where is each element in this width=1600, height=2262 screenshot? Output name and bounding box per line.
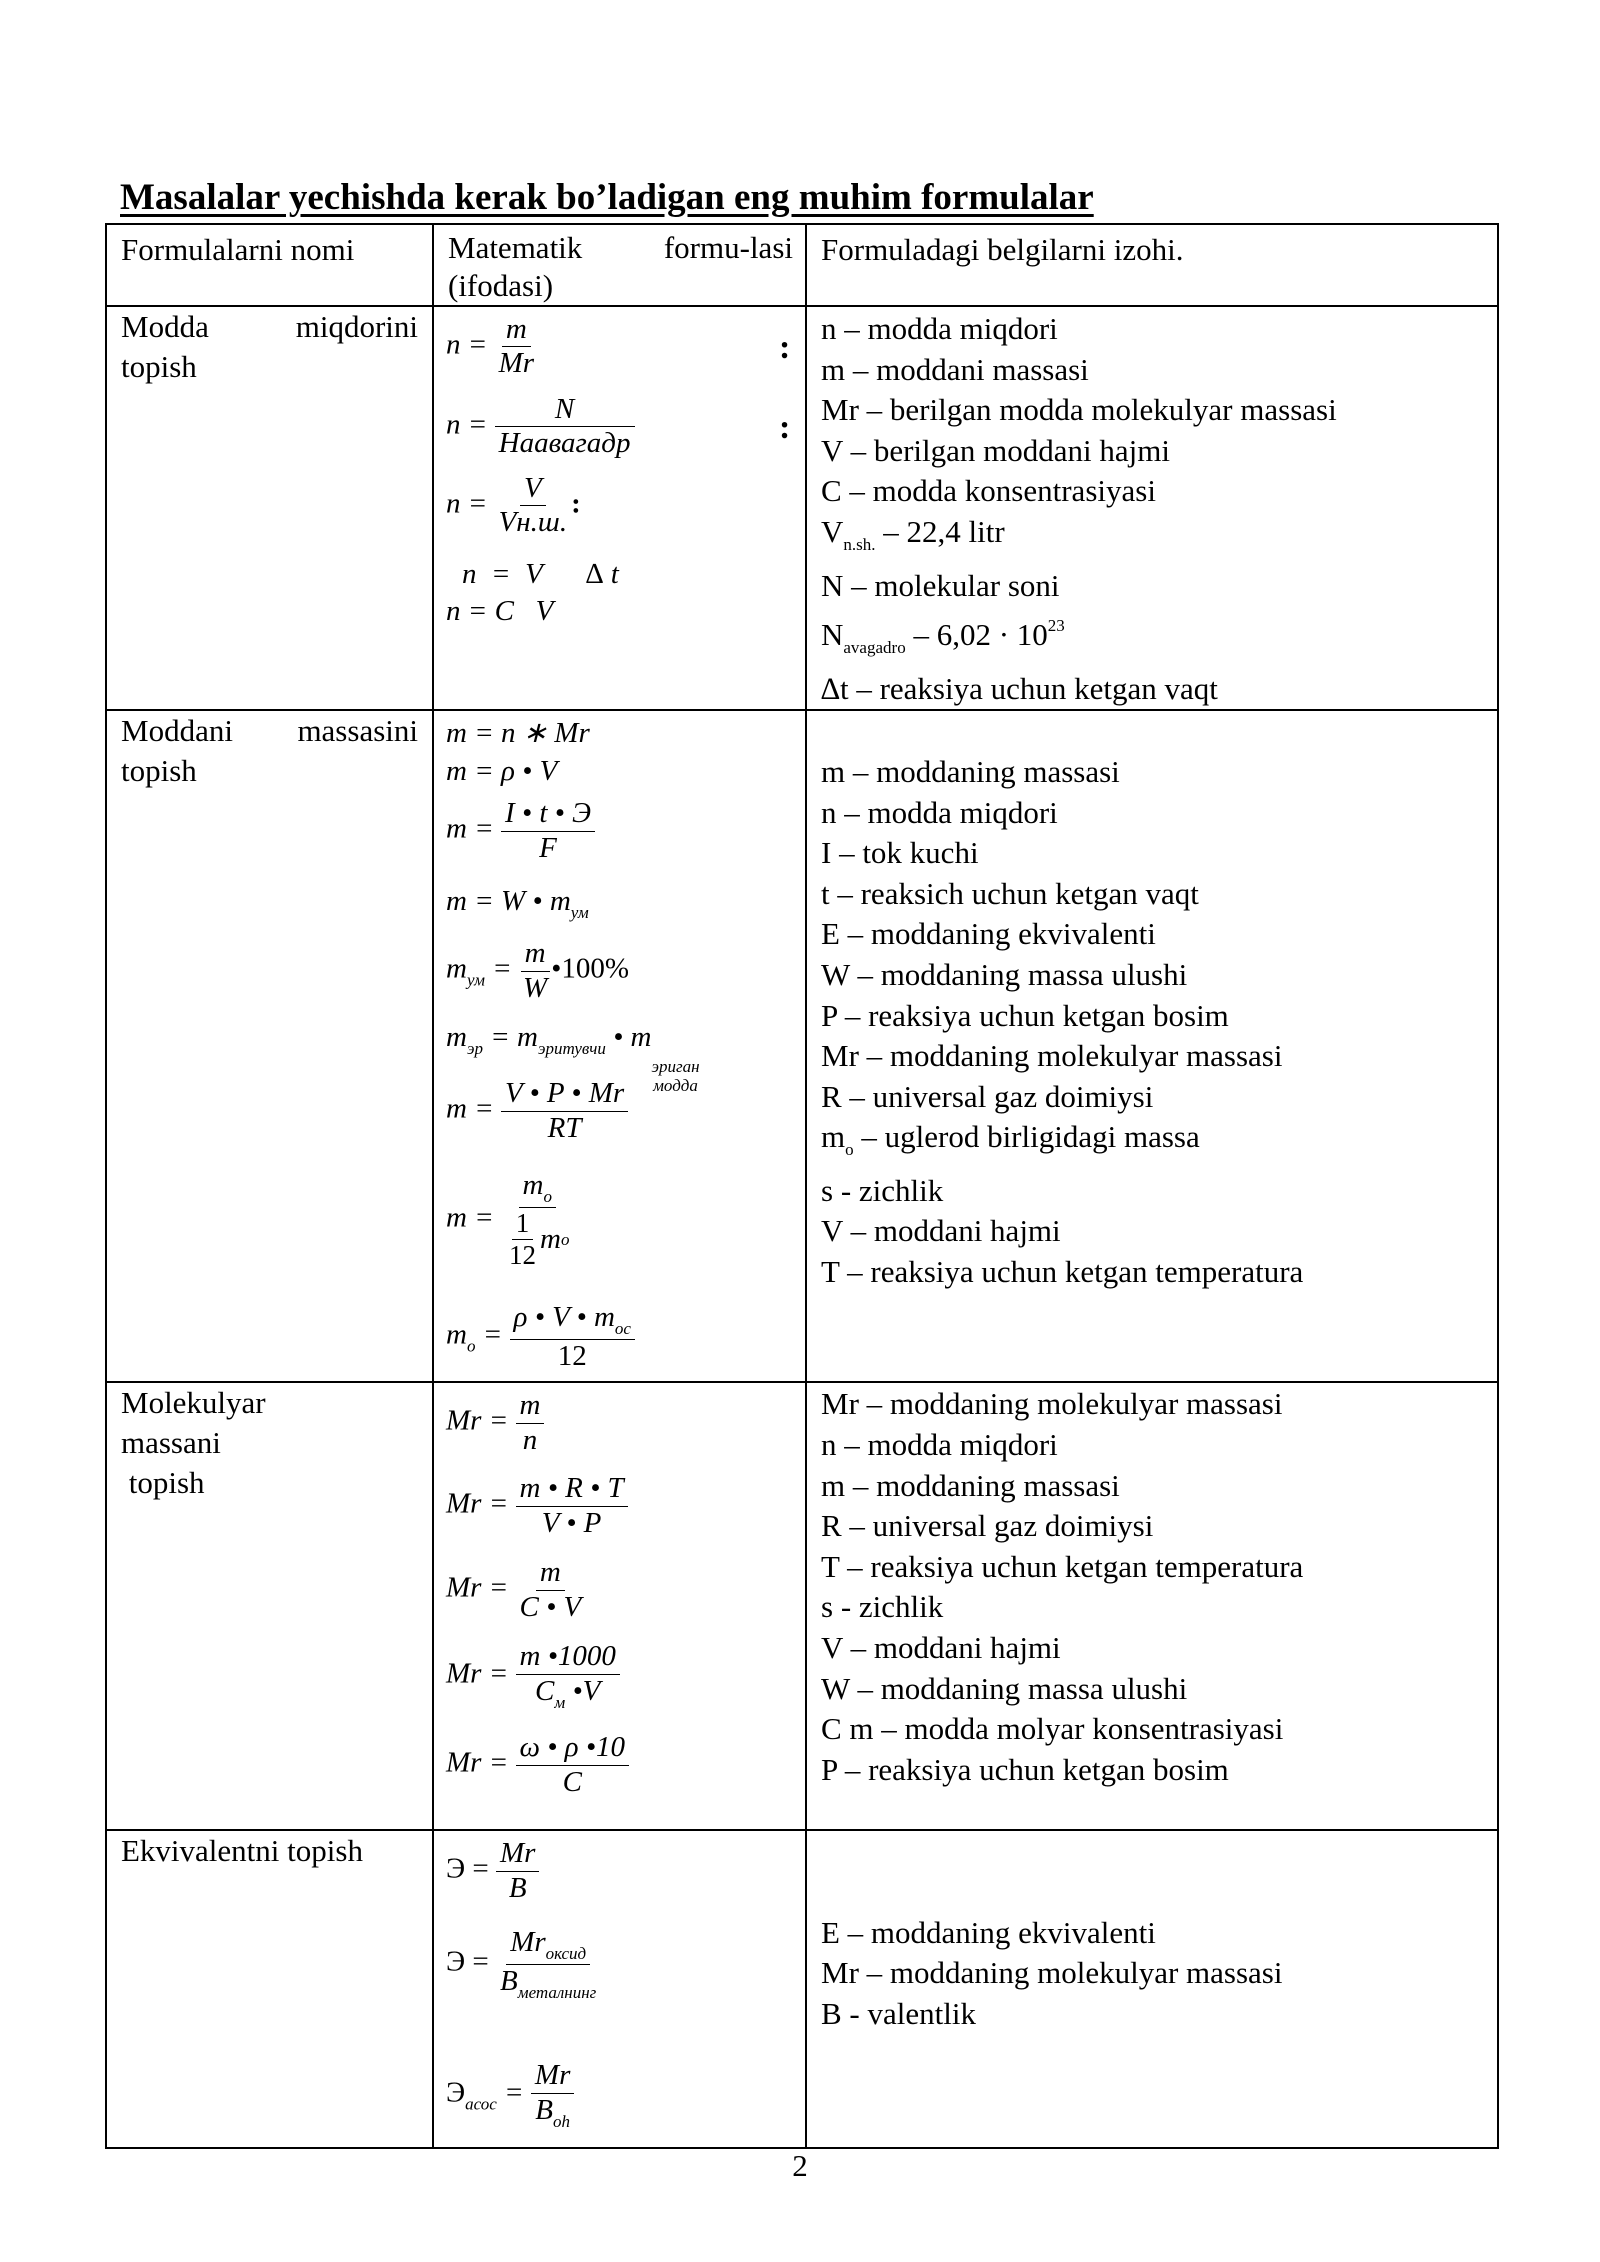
numerator: V [520, 472, 546, 506]
superscript: 23 [1047, 616, 1065, 636]
desc-line: P – reaksiya uchun ketgan bosim [821, 1751, 1229, 1787]
formula [446, 393, 635, 461]
row-name [107, 1831, 432, 1871]
formula [446, 887, 589, 921]
numerator: I • t • Э [501, 797, 595, 831]
desc-line: m – moddaning massasi [821, 753, 1120, 789]
numerator: 1 [512, 1208, 534, 1240]
equals: = [504, 2076, 524, 2109]
formula-lhs: m = [446, 1201, 494, 1234]
subscript: o [845, 1140, 854, 1160]
fraction [495, 472, 572, 540]
formula-text: Э [446, 2076, 466, 2109]
row-name-line: massani [121, 1425, 221, 1461]
denominator: B [508, 1871, 527, 1904]
formula [446, 1077, 628, 1145]
desc-line: s - zichlik [821, 1589, 944, 1625]
desc-text: m [821, 1119, 846, 1155]
formula-lhs: Mr = [446, 1571, 509, 1604]
desc-line: V – berilgan moddani hajmi [821, 432, 1170, 468]
fraction [516, 1389, 545, 1457]
table-row [106, 710, 1498, 1382]
formula-lhs: n = [446, 328, 488, 361]
desc-text: – 6,02 · 10 [905, 617, 1048, 653]
desc-line [821, 512, 1497, 566]
formula-lhs: m = [446, 812, 494, 845]
row-name-line: Ekvivalentni topish [121, 1833, 363, 1869]
table-row [106, 1382, 1498, 1830]
desc-cell [806, 1830, 1498, 2148]
desc-line: T – reaksiya uchun ketgan temperatura [821, 1254, 1304, 1290]
row-name-word: Modda [121, 309, 209, 344]
desc-line: n – modda miqdori [821, 794, 1058, 830]
formula-lhs: n = [446, 408, 488, 441]
desc-line: Mr – moddaning molekulyar massasi [821, 1038, 1283, 1074]
formula [446, 313, 538, 381]
formula [446, 1169, 573, 1271]
subscript: металнинг [517, 1982, 597, 2002]
fraction [510, 1301, 635, 1373]
header-desc: Formuladagi belgilarni izohi. [821, 232, 1184, 267]
desc-line: m – moddaning massasi [821, 1467, 1120, 1503]
subscript: эриган [651, 1057, 700, 1077]
formula [446, 1556, 585, 1624]
denominator: C • V [519, 1590, 582, 1623]
formula [446, 1389, 544, 1457]
colon: : [779, 409, 791, 446]
numerator: Mr [531, 2059, 574, 2093]
desc-line: W – moddaning massa ulushi [821, 956, 1188, 992]
row-name-line: topish [121, 349, 197, 384]
formula-cell [433, 710, 806, 1382]
desc-line: R – universal gaz doimiysi [821, 1508, 1154, 1544]
desc-text: N [821, 617, 844, 653]
desc-text: – uglerod birligidagi massa [853, 1119, 1200, 1155]
desc-line: T – reaksiya uchun ketgan temperatura [821, 1548, 1304, 1584]
formula-lhs: n = [446, 487, 488, 520]
page-number: 2 [792, 2148, 808, 2183]
equals: = [492, 952, 512, 985]
numerator: m [521, 937, 550, 971]
formula [446, 472, 581, 540]
denominator: RT [547, 1111, 582, 1144]
subscript: м [554, 1692, 566, 1712]
numerator: V • P • Mr [501, 1077, 628, 1111]
row-name-word: miqdorini [295, 309, 418, 344]
header-math-line2: (ifodasi) [448, 268, 554, 303]
formula-text: m [446, 952, 467, 985]
desc-list [807, 307, 1497, 709]
desc-cell [806, 1382, 1498, 1830]
header-math-word2: formu-lasi [663, 230, 793, 265]
colon: : [571, 487, 581, 520]
desc-line: B - valentlik [821, 1995, 976, 2031]
denominator: F [539, 831, 557, 864]
numerator: ρ • V • m [513, 1301, 615, 1334]
desc-line: Mr – moddaning molekulyar massasi [821, 1386, 1283, 1422]
subscript: модда [653, 1076, 698, 1096]
formula [446, 1731, 629, 1799]
formula [446, 797, 595, 865]
header-name: Formulalarni nomi [121, 232, 355, 267]
desc-line: N – molekular soni [821, 567, 1060, 603]
header-math [434, 225, 805, 305]
desc-line: t – reaksich uchun ketgan vaqt [821, 875, 1199, 911]
row-name-line: topish [121, 1465, 205, 1501]
denominator: 12 [509, 1239, 537, 1270]
fraction [496, 1837, 539, 1905]
desc-list [807, 711, 1497, 1292]
denominator: W [523, 971, 548, 1004]
desc-line: V – moddani hajmi [821, 1213, 1061, 1249]
formula-text: m [446, 1021, 467, 1054]
subscript: асос [465, 2094, 497, 2114]
header-math-word1: Matematik [448, 230, 583, 265]
numerator: Mr [510, 1926, 546, 1959]
formula-lhs: Mr = [446, 1657, 509, 1690]
subscript: oc [614, 1319, 631, 1339]
numerator: m [536, 1556, 565, 1590]
fraction [531, 2059, 574, 2131]
subscript: o [466, 1336, 476, 1356]
subscript: оксид [545, 1944, 587, 1964]
fraction [516, 1556, 586, 1624]
denominator: Mr [498, 347, 535, 380]
formula: m = n ∗ Mr [446, 717, 590, 750]
desc-line: n – modda miqdori [821, 311, 1058, 346]
subscript: ум [570, 903, 589, 923]
formula-text: •100% [551, 952, 629, 985]
row-name-word: massasini [297, 713, 418, 749]
formula-cell [433, 306, 806, 710]
row-name-line: topish [121, 753, 197, 789]
row-name [107, 1383, 432, 1503]
fraction [501, 1169, 573, 1271]
desc-line: I – tok kuchi [821, 835, 979, 871]
desc-line [821, 1117, 1497, 1171]
denominator: C [535, 1674, 555, 1707]
desc-line: Mr – moddaning molekulyar massasi [821, 1955, 1283, 1991]
formula: n = C V [446, 595, 554, 627]
desc-cell [806, 306, 1498, 710]
numerator: m •1000 [516, 1640, 620, 1674]
desc-line: s - zichlik [821, 1172, 944, 1208]
formula-cell [433, 1382, 806, 1830]
desc-list [807, 1383, 1497, 1790]
page-title: Masalalar yechishda kerak bo’ladigan eng muhim formulalar [120, 177, 1094, 218]
desc-list [807, 1831, 1497, 2034]
subscript: o [560, 1229, 570, 1249]
subscript: ум [466, 970, 485, 990]
formula [446, 1472, 628, 1540]
row-name-word: Moddani [121, 713, 233, 749]
desc-line: m – moddani massasi [821, 351, 1089, 387]
formula-lhs: Mr = [446, 1746, 509, 1779]
formula [446, 937, 629, 1005]
formula [446, 1640, 620, 1712]
formula-text: • m [605, 1021, 652, 1054]
table-row [106, 1830, 1498, 2148]
subscript: n.sh. [843, 534, 876, 554]
equals: = [482, 1318, 503, 1351]
desc-line: C – modda konsentrasiyasi [821, 473, 1156, 509]
desc-line: V – moddani hajmi [821, 1629, 1061, 1665]
desc-line: W – moddaning massa ulushi [821, 1670, 1188, 1706]
formula [446, 1301, 635, 1373]
fraction [505, 1208, 540, 1271]
subscript: oh [552, 2111, 570, 2131]
fraction [516, 1640, 620, 1712]
denominator: B [535, 2093, 553, 2126]
formula [446, 1837, 539, 1905]
fraction [516, 1731, 629, 1799]
row-name [107, 307, 432, 387]
formula-text: m [446, 1318, 467, 1351]
desc-line [821, 606, 1497, 669]
denominator: Vн.ш. [498, 506, 568, 539]
desc-text: – 22,4 litr [875, 513, 1005, 549]
row-name [107, 711, 432, 791]
table-header-row [106, 224, 1498, 306]
numerator: Mr [496, 1837, 539, 1871]
numerator: ω • ρ •10 [516, 1731, 629, 1765]
desc-line: Mr – berilgan modda molekulyar massasi [821, 392, 1337, 428]
subscript: эр [466, 1039, 483, 1059]
subscript: эритувчи [537, 1039, 606, 1059]
formula-lhs: Mr = [446, 1404, 509, 1437]
desc-line: ∆t – reaksiya uchun ketgan vaqt [821, 670, 1218, 706]
formula-lhs: Э = [446, 1946, 489, 1979]
desc-text: V [821, 513, 844, 549]
numerator: m [502, 313, 531, 347]
denominator: Наавагадр [498, 427, 631, 460]
formula-text: m = W • m [446, 885, 571, 918]
fraction [516, 1472, 628, 1540]
denominator: C [562, 1765, 582, 1798]
formula-lhs: Э = [446, 1852, 489, 1885]
denominator: 12 [557, 1339, 587, 1372]
fraction [496, 1926, 600, 2002]
formula-text: = m [482, 1021, 538, 1054]
fraction [519, 937, 551, 1005]
table-row [106, 306, 1498, 710]
formula [446, 2059, 574, 2131]
formula-lhs: Mr = [446, 1487, 509, 1520]
denominator: n [522, 1423, 538, 1456]
numerator: m [516, 1389, 545, 1423]
desc-line: E – moddaning ekvivalenti [821, 1914, 1156, 1950]
colon: : [779, 329, 791, 366]
fraction [495, 393, 635, 461]
fraction [501, 797, 595, 865]
numerator: m [522, 1169, 544, 1202]
fraction [501, 1077, 628, 1145]
row-name-line: Molekulyar [121, 1385, 266, 1421]
formula [446, 1926, 600, 2002]
denominator: •V [565, 1674, 601, 1707]
denominator: B [500, 1964, 518, 1997]
formula-text: m [540, 1222, 561, 1255]
subscript: avagadro [843, 638, 906, 658]
numerator: m • R • T [516, 1472, 628, 1506]
fraction [495, 313, 538, 381]
formulas-table [105, 223, 1499, 2149]
subscript: o [543, 1187, 552, 1207]
denominator: V • P [541, 1506, 602, 1539]
desc-line: P – reaksiya uchun ketgan bosim [821, 997, 1229, 1033]
desc-line: R – universal gaz doimiysi [821, 1078, 1154, 1114]
desc-line: C m – modda molyar konsentrasiyasi [821, 1711, 1284, 1747]
formula: n = V ∆ t [462, 558, 619, 590]
desc-cell [806, 710, 1498, 1382]
formula: m = ρ • V [446, 755, 558, 788]
desc-line: n – modda miqdori [821, 1426, 1058, 1462]
formula-lhs: m = [446, 1092, 494, 1125]
desc-line: E – moddaning ekvivalenti [821, 916, 1156, 952]
formula-cell [433, 1830, 806, 2148]
numerator: N [495, 393, 635, 427]
